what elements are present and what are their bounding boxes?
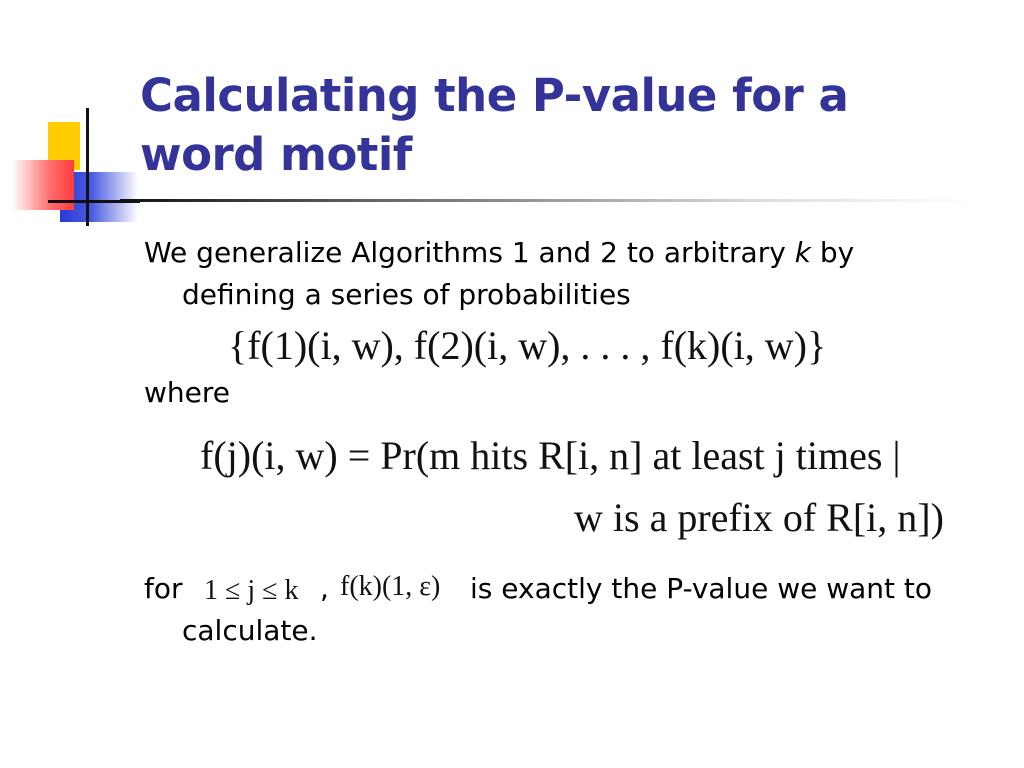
paragraph-generalize-line1: We generalize Algorithms 1 and 2 to arbitrary k by xyxy=(144,236,855,269)
paragraph-pvalue xyxy=(144,568,1004,652)
vertical-line-decoration xyxy=(86,108,89,226)
paragraph-generalize xyxy=(144,232,964,316)
slide-title: Calculating the P-value for a word motif xyxy=(140,69,849,181)
where-label: where xyxy=(144,376,230,409)
slide-logo-decoration xyxy=(0,100,140,230)
equation-series: {f(1)(i, w), f(2)(i, w), . . . , f(k)(i, w)} xyxy=(228,323,827,368)
equation-definition-line2: w is a prefix of R[i, n]) xyxy=(574,495,944,540)
paragraph-generalize-line2: defining a series of probabilities xyxy=(182,278,631,311)
paragraph-pvalue-line1: for 1 ≤ j ≤ k , f(k)(1, ε) is exactly the P-value we want to xyxy=(144,568,1004,610)
equation-pvalue: f(k)(1, ε) xyxy=(340,571,441,602)
equation-definition-line1: f(j)(i, w) = Pr(m hits R[i, n] at least j times | xyxy=(200,433,901,478)
equation-range: 1 ≤ j ≤ k xyxy=(204,575,299,606)
title-divider xyxy=(120,199,980,202)
paragraph-pvalue-line2: calculate. xyxy=(182,614,318,647)
